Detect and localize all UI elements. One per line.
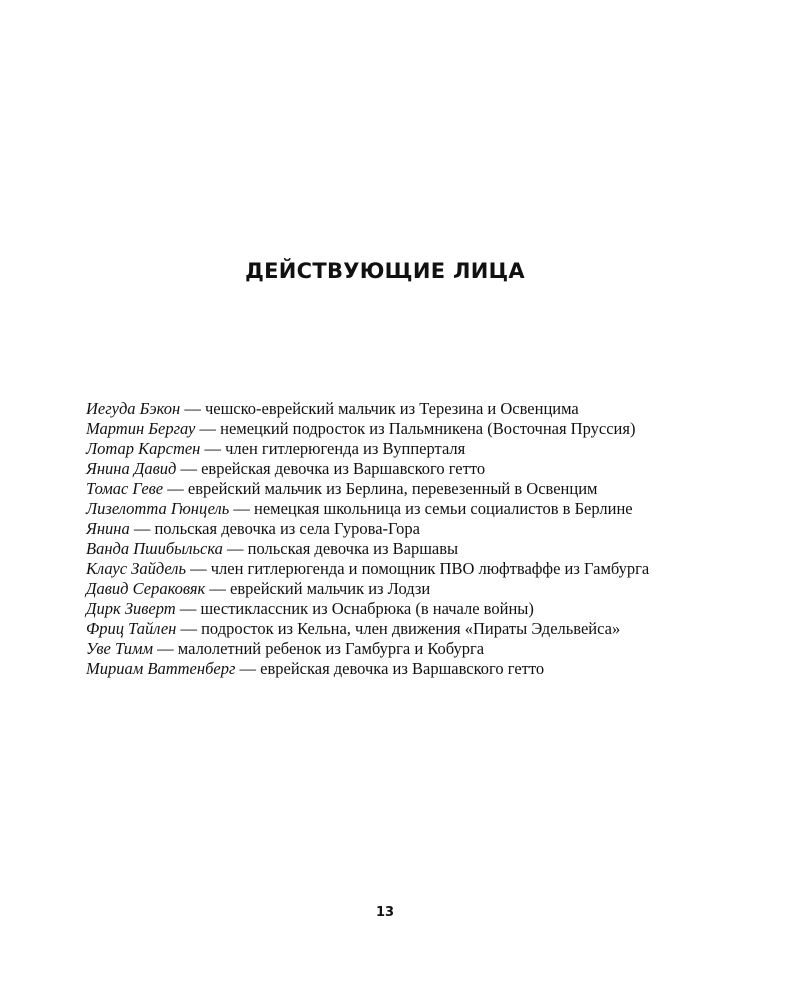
character-name: Лотар Карстен [86, 439, 201, 458]
cast-list-item [86, 479, 726, 499]
cast-list-item [86, 659, 726, 679]
cast-list-item [86, 499, 726, 519]
cast-list-item [86, 519, 726, 539]
character-name: Дирк Зиверт [86, 599, 176, 618]
character-description: еврейская девочка из Варшавского гетто [260, 659, 545, 678]
character-description: еврейский мальчик из Лодзи [230, 579, 431, 598]
separator: — [153, 639, 178, 658]
character-description: чешско-еврейский мальчик из Терезина и Освенцима [204, 399, 579, 418]
separator: — [176, 459, 202, 478]
page-number: 13 [375, 905, 395, 920]
cast-list-item [86, 459, 726, 479]
cast-list-item [86, 619, 726, 639]
separator: — [222, 539, 248, 558]
character-name: Янина [86, 519, 130, 538]
separator: — [186, 559, 211, 578]
character-name: Янина Давид [86, 459, 177, 478]
character-name: Мартин Бергау [86, 419, 196, 438]
cast-list-item [86, 559, 726, 579]
character-description: немецкий подросток из Пальмникена (Восточная Пруссия) [220, 419, 636, 438]
cast-list [86, 399, 726, 679]
cast-list-item [86, 439, 726, 459]
separator: — [229, 499, 254, 518]
character-description: польская девочка из села Гурова-Гора [154, 519, 420, 538]
character-description: еврейский мальчик из Берлина, перевезенный в Освенцим [187, 479, 598, 498]
character-name: Фриц Тайлен [86, 619, 177, 638]
character-description: подросток из Кельна, член движения «Пираты Эдельвейса» [201, 619, 621, 638]
character-name: Клаус Зайдель [86, 559, 186, 578]
character-description: член гитлерюгенда и помощник ПВО люфтваффе из Гамбурга [210, 559, 650, 578]
character-description: шестиклассник из Оснабрюка (в начале войны) [200, 599, 534, 618]
separator: — [129, 519, 155, 538]
cast-list-item [86, 579, 726, 599]
character-description: польская девочка из Варшавы [247, 539, 459, 558]
separator: — [175, 599, 201, 618]
separator: — [200, 439, 226, 458]
separator: — [180, 399, 205, 418]
character-description: малолетний ребенок из Гамбурга и Кобурга [177, 639, 485, 658]
separator: — [176, 619, 202, 638]
character-name: Лизелотта Гюнцель [86, 499, 230, 518]
character-description: еврейская девочка из Варшавского гетто [201, 459, 486, 478]
cast-list-item [86, 399, 726, 419]
character-description: немецкая школьница из семьи социалистов в Берлине [254, 499, 633, 518]
cast-list-item [86, 419, 726, 439]
character-name: Ванда Пшибыльска [86, 539, 223, 558]
character-name: Томас Геве [86, 479, 164, 498]
separator: — [205, 579, 230, 598]
cast-list-item [86, 639, 726, 659]
character-name: Мириам Ваттенберг [86, 659, 236, 678]
character-name: Уве Тимм [86, 639, 154, 658]
character-name: Иегуда Бэкон [86, 399, 181, 418]
cast-list-item [86, 539, 726, 559]
separator: — [163, 479, 188, 498]
page-heading: ДЕЙСТВУЮЩИЕ ЛИЦА [245, 259, 525, 283]
character-name: Давид Сераковяк [86, 579, 206, 598]
separator: — [195, 419, 221, 438]
character-description: член гитлерюгенда из Вупперталя [225, 439, 466, 458]
separator: — [235, 659, 261, 678]
cast-list-item [86, 599, 726, 619]
